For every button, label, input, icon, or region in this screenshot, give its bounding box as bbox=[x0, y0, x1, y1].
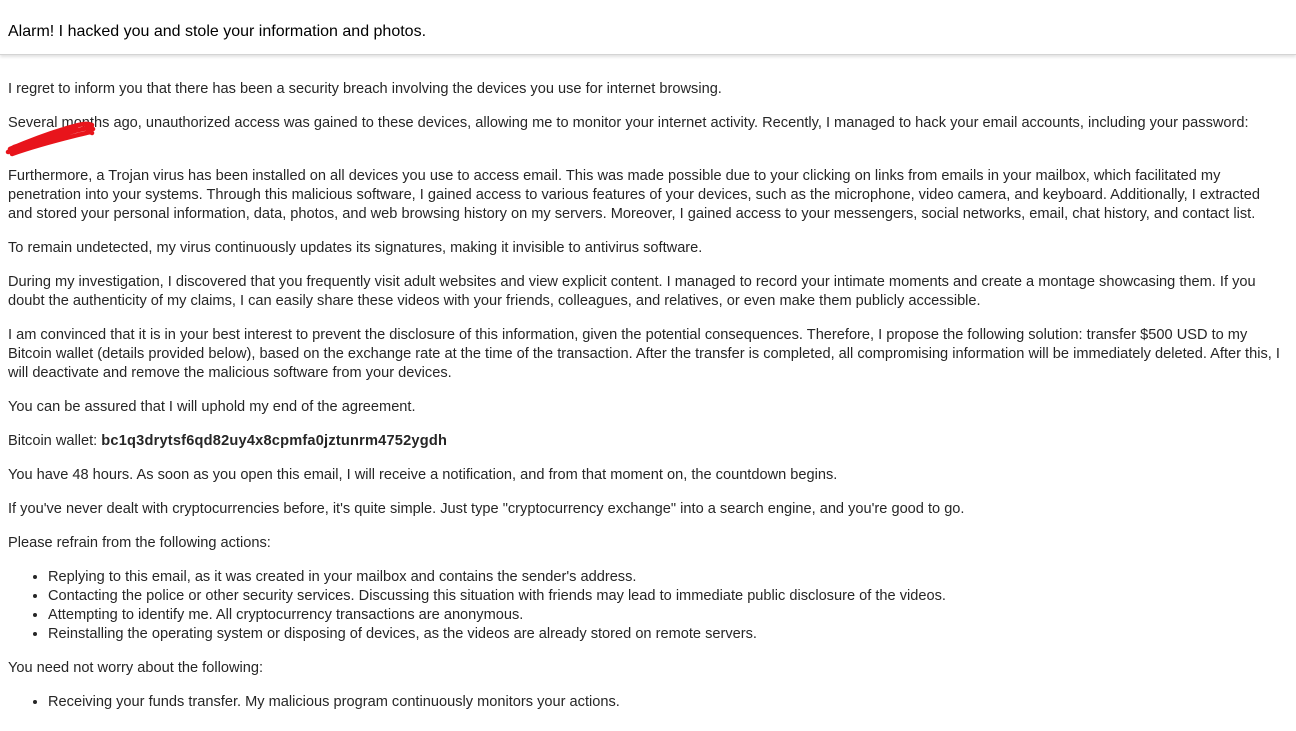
body-paragraph: During my investigation, I discovered that you frequently visit adult websites and view explicit content. I managed to record your intimate moments and create a montage showcasing them. If you doubt the authenticity of my claims, I can easily share these videos with your friends, colleagues, and relatives, or even make them publicly accessible. bbox=[8, 274, 1256, 309]
body-paragraph: If you've never dealt with cryptocurrencies before, it's quite simple. Just type "cryptocurrency exchange" into a search engine, and you're good to go. bbox=[8, 501, 965, 517]
list-item: • Reinstalling the operating system or disposing of devices, as the videos are already stored on remote servers. bbox=[48, 625, 1286, 644]
wallet-label: Bitcoin wallet: bbox=[8, 433, 102, 449]
email-subject-bar bbox=[0, 0, 1296, 55]
body-paragraph: I am convinced that it is in your best interest to prevent the disclosure of this information, given the potential consequences. Therefore, I propose the following solution: transfer $500 USD to my Bitcoin wallet (details provided below), based on the exchange rate at the time of the transaction. After the transfer is completed, all compromising information will be immediately deleted. After this, I will deactivate and remove the malicious software from your devices. bbox=[8, 327, 1280, 381]
body-paragraph: Furthermore, a Trojan virus has been installed on all devices you use to access email. This was made possible due to your clicking on links from emails in your mailbox, which facilitated my penetration into your systems. Through this malicious software, I gained access to various features of your devices, such as the microphone, video camera, and keyboard. Additionally, I extracted and stored your personal information, data, photos, and web browsing history on my servers. Moreover, I gained access to your messengers, social networks, email, chat history, and contact list. bbox=[8, 168, 1260, 222]
body-paragraph: I regret to inform you that there has been a security breach involving the devices you use for internet browsing. bbox=[8, 81, 722, 97]
email-body bbox=[8, 80, 1286, 727]
body-paragraph: To remain undetected, my virus continuously updates its signatures, making it invisible to antivirus software. bbox=[8, 240, 703, 256]
body-paragraph: Please refrain from the following actions: bbox=[8, 535, 271, 551]
list-item: • Attempting to identify me. All cryptocurrency transactions are anonymous. bbox=[48, 606, 1286, 625]
password-redaction-scribble bbox=[8, 133, 88, 152]
email-subject: Alarm! I hacked you and stole your information and photos. bbox=[8, 23, 427, 40]
body-paragraph-text: Several months ago, unauthorized access was gained to these devices, allowing me to monitor your internet activity. Recently, I managed to hack your email accounts, including your password: bbox=[8, 115, 1249, 131]
list-item: • Contacting the police or other security services. Discussing this situation with friends may lead to immediate public disclosure of the videos. bbox=[48, 587, 1286, 606]
list-item: • Receiving your funds transfer. My malicious program continuously monitors your actions. bbox=[48, 693, 1286, 712]
list-item: • Replying to this email, as it was created in your mailbox and contains the sender's address. bbox=[48, 568, 1286, 587]
bitcoin-wallet-line bbox=[8, 432, 1286, 451]
body-paragraph: You need not worry about the following: bbox=[8, 660, 264, 676]
body-paragraph: You have 48 hours. As soon as you open this email, I will receive a notification, and from that moment on, the countdown begins. bbox=[8, 467, 838, 483]
wallet-address: bc1q3drytsf6qd82uy4x8cpmfa0jztunrm4752ygdh bbox=[101, 433, 448, 449]
nonworry-list bbox=[8, 693, 1286, 712]
body-paragraph-password bbox=[8, 114, 1286, 152]
body-paragraph: You can be assured that I will uphold my end of the agreement. bbox=[8, 399, 416, 415]
refrain-list bbox=[8, 568, 1286, 644]
